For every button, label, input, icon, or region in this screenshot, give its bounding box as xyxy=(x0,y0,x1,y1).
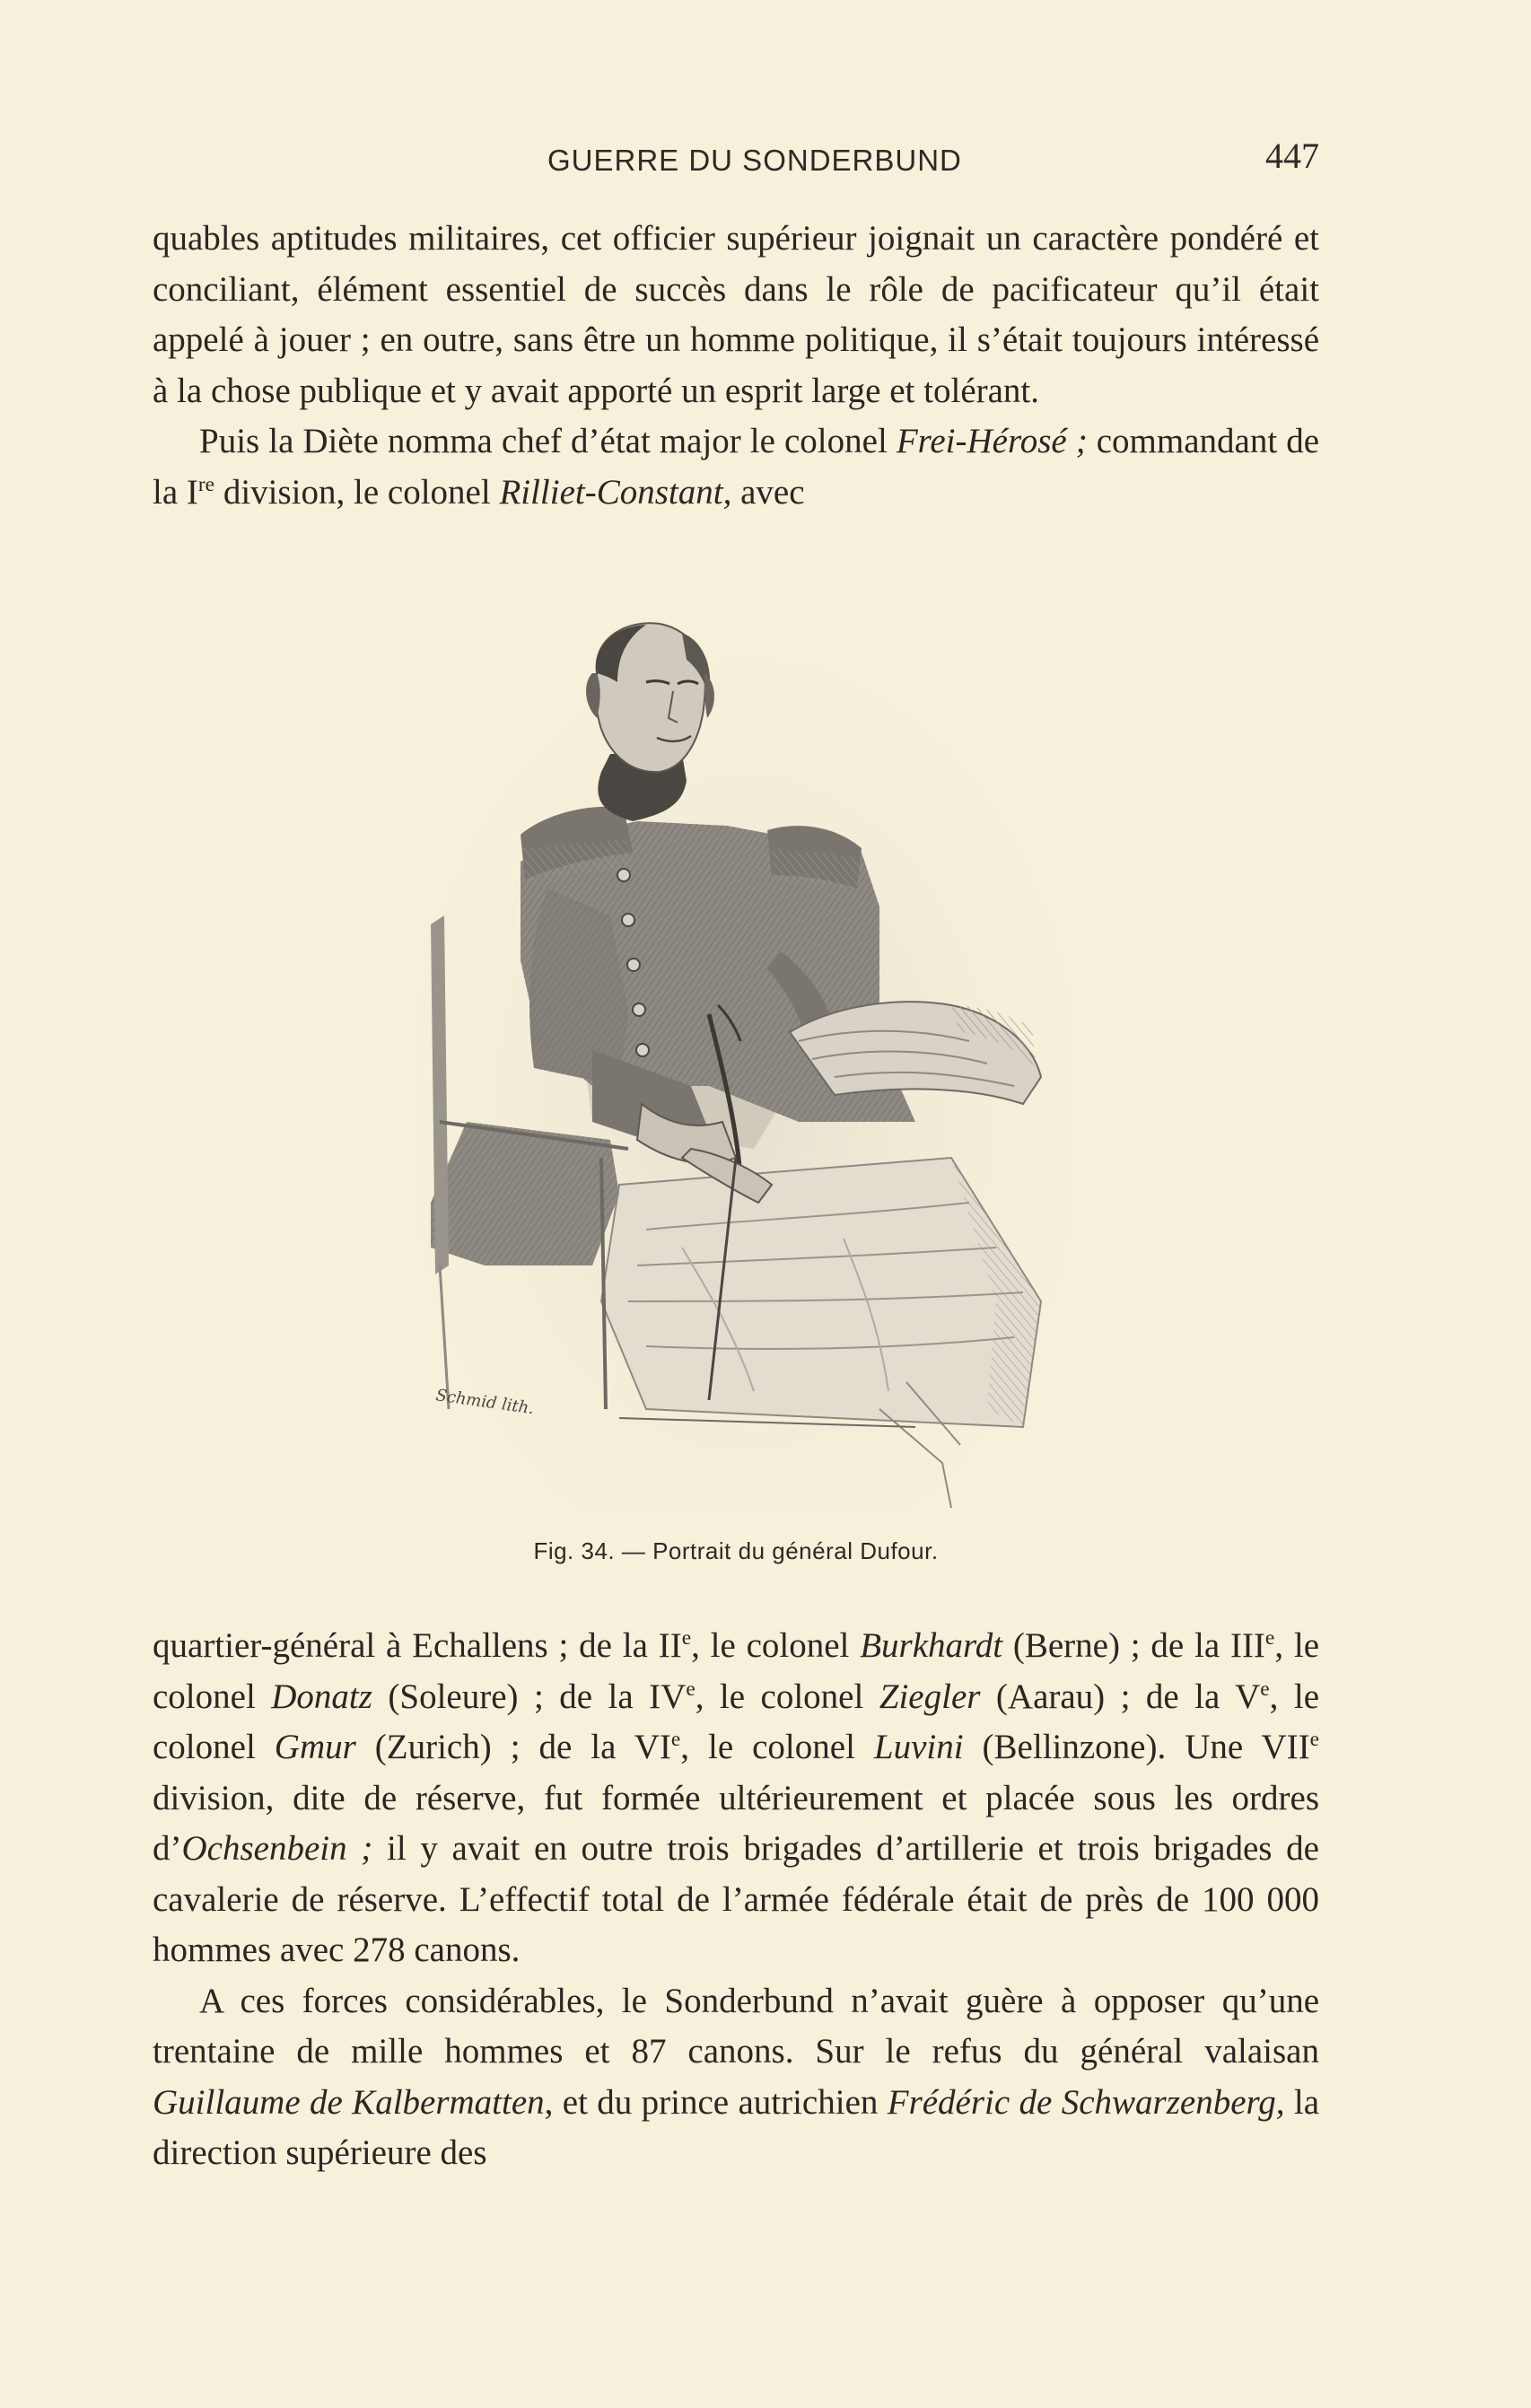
text-span: , le colonel xyxy=(153,1677,1320,1766)
ordinal-suffix: e xyxy=(670,1728,681,1751)
person-name: Donatz xyxy=(271,1677,372,1716)
page-header xyxy=(153,135,1319,188)
engraver-signature: Schmid lith. xyxy=(434,1386,536,1419)
person-name: Ziegler xyxy=(879,1677,981,1716)
person-name: Frei-Hérosé ; xyxy=(896,422,1088,460)
text-span: (Zurich) ; de la VI xyxy=(355,1728,671,1766)
text-span: quartier-général à Echallens ; de la II xyxy=(153,1626,682,1665)
ordinal-suffix: re xyxy=(197,472,215,496)
text-span: (Bellinzone). Une VII xyxy=(963,1728,1310,1766)
text-block-bottom xyxy=(153,1621,1319,2179)
person-name: Guillaume de Kalbermatten xyxy=(153,2082,545,2122)
text-span: la direction supérieure des xyxy=(153,2082,1320,2172)
ordinal-suffix: e xyxy=(681,1626,692,1650)
ordinal-suffix: e xyxy=(1260,1677,1270,1701)
text-span: (Berne) ; de la III xyxy=(1002,1626,1265,1665)
ordinal-suffix: e xyxy=(686,1677,696,1701)
text-span: , le colonel xyxy=(153,1626,1320,1716)
running-title: GUERRE DU SONDERBUND xyxy=(547,144,962,177)
person-name: Gmur xyxy=(274,1728,356,1766)
text-span: (Aarau) ; de la V xyxy=(980,1677,1261,1716)
paragraph: quables aptitudes militaires, cet officier supérieur joignait un caractère pondéré et conciliant, élément essentiel de succès dans le rôle de pacificateur qu’il était appelé à jouer ; en outre, sans être un homme politique, il s’était toujours intéressé à la chose publique et y avait apporté un esprit large et tolérant. xyxy=(153,219,1319,410)
paragraph xyxy=(153,416,1319,518)
person-name: Rilliet-Constant, xyxy=(499,472,732,512)
text-block-top xyxy=(153,214,1319,518)
figure-caption: Fig. 34. — Portrait du général Dufour. xyxy=(533,1537,939,1564)
text-span: A ces forces considérables, le Sonderbund n’avait guère à opposer qu’une trentaine de mille hommes et 87 canons. Sur le refus du général valaisan xyxy=(153,1981,1319,2071)
page-number: 447 xyxy=(1265,136,1319,176)
text-span: division, le colonel xyxy=(214,472,500,512)
text-span: , le colonel xyxy=(680,1728,874,1766)
paragraph xyxy=(153,1976,1319,2179)
text-span: il y avait en outre trois brigades d’artillerie et trois brigades de cavalerie de réserve. L’effectif total de l’armée fédérale était de près de 100 000 hommes avec 278 canons. xyxy=(153,1829,1319,1969)
person-name: Frédéric de Schwarzenberg, xyxy=(887,2082,1285,2122)
text-span: (Soleure) ; de la IV xyxy=(372,1677,687,1716)
person-name: Ochsenbein ; xyxy=(181,1829,373,1868)
text-span: division, dite de réserve, fut formée ultérieurement et placée sous les ordres d’ xyxy=(153,1778,1319,1868)
text-span: avec xyxy=(731,472,805,512)
ordinal-suffix: e xyxy=(1264,1626,1275,1650)
portrait-engraving xyxy=(413,619,1077,1517)
text-span: , le colonel xyxy=(695,1677,879,1716)
person-name: Luvini xyxy=(873,1728,964,1766)
ordinal-suffix: e xyxy=(1309,1728,1319,1751)
text-span: Puis la Diète nomma chef d’état major le colonel xyxy=(199,422,897,460)
paragraph xyxy=(153,1621,1319,1976)
text-span: commandant de la I xyxy=(153,422,1319,512)
text-span: , et du prince autrichien xyxy=(544,2082,888,2122)
portrait-figure xyxy=(413,619,1077,1517)
text-span: , le colonel xyxy=(691,1626,861,1665)
person-name: Burkhardt xyxy=(860,1626,1003,1665)
